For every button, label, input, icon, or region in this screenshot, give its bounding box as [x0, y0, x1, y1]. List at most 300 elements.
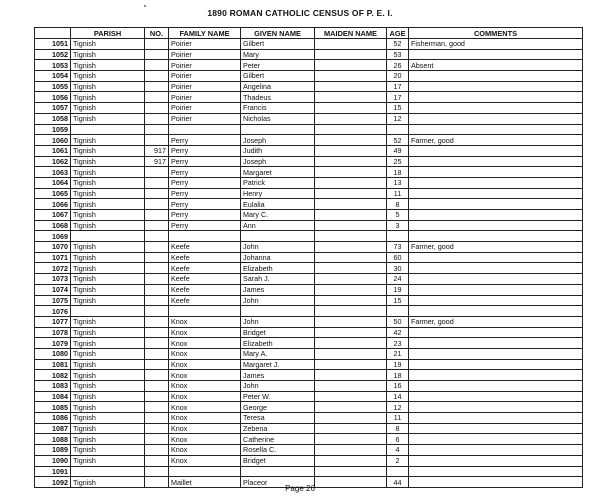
comments-cell	[409, 348, 583, 359]
number-cell	[145, 359, 169, 370]
family-name-cell	[169, 124, 241, 135]
table-row	[35, 284, 583, 295]
table-row	[35, 434, 583, 445]
given-name-cell: Johanna	[241, 252, 315, 263]
row-number-cell: 1072	[35, 263, 71, 274]
maiden-name-cell	[315, 220, 387, 231]
given-name-cell: John	[241, 381, 315, 392]
parish-cell: Tignish	[71, 402, 145, 413]
age-cell	[387, 306, 409, 317]
parish-cell: Tignish	[71, 359, 145, 370]
comments-cell	[409, 92, 583, 103]
column-header-comments: COMMENTS	[409, 28, 583, 39]
comments-cell	[409, 327, 583, 338]
parish-cell: Tignish	[71, 327, 145, 338]
parish-cell	[71, 124, 145, 135]
maiden-name-cell	[315, 124, 387, 135]
comments-cell: Absent	[409, 60, 583, 71]
maiden-name-cell	[315, 81, 387, 92]
given-name-cell: Gilbert	[241, 71, 315, 82]
parish-cell: Tignish	[71, 445, 145, 456]
table-row	[35, 231, 583, 242]
maiden-name-cell	[315, 370, 387, 381]
age-cell: 44	[387, 477, 409, 488]
number-cell	[145, 92, 169, 103]
number-cell	[145, 252, 169, 263]
scan-speck	[144, 5, 146, 7]
age-cell: 12	[387, 113, 409, 124]
age-cell	[387, 466, 409, 477]
maiden-name-cell	[315, 348, 387, 359]
census-body	[35, 39, 583, 488]
given-name-cell: Margaret	[241, 167, 315, 178]
row-number-cell: 1090	[35, 455, 71, 466]
table-row	[35, 348, 583, 359]
table-row	[35, 113, 583, 124]
family-name-cell: Perry	[169, 135, 241, 146]
given-name-cell	[241, 306, 315, 317]
row-number-cell: 1091	[35, 466, 71, 477]
given-name-cell: Nicholas	[241, 113, 315, 124]
table-row	[35, 210, 583, 221]
row-number-cell: 1076	[35, 306, 71, 317]
family-name-cell	[169, 466, 241, 477]
age-cell: 20	[387, 71, 409, 82]
table-row	[35, 49, 583, 60]
given-name-cell: Patrick	[241, 177, 315, 188]
number-cell	[145, 177, 169, 188]
comments-cell: Fisherman, good	[409, 39, 583, 50]
age-cell: 26	[387, 60, 409, 71]
number-cell	[145, 327, 169, 338]
parish-cell: Tignish	[71, 338, 145, 349]
maiden-name-cell	[315, 413, 387, 424]
number-cell	[145, 220, 169, 231]
parish-cell: Tignish	[71, 477, 145, 488]
number-cell	[145, 60, 169, 71]
parish-cell: Tignish	[71, 455, 145, 466]
table-row	[35, 423, 583, 434]
age-cell: 24	[387, 274, 409, 285]
family-name-cell: Perry	[169, 145, 241, 156]
parish-cell: Tignish	[71, 113, 145, 124]
family-name-cell: Perry	[169, 188, 241, 199]
maiden-name-cell	[315, 434, 387, 445]
family-name-cell: Knox	[169, 381, 241, 392]
number-cell	[145, 455, 169, 466]
row-number-cell: 1060	[35, 135, 71, 146]
row-number-cell: 1083	[35, 381, 71, 392]
comments-cell	[409, 199, 583, 210]
column-header-maiden-name: MAIDEN NAME	[315, 28, 387, 39]
maiden-name-cell	[315, 338, 387, 349]
maiden-name-cell	[315, 210, 387, 221]
parish-cell: Tignish	[71, 167, 145, 178]
family-name-cell: Keefe	[169, 274, 241, 285]
maiden-name-cell	[315, 231, 387, 242]
family-name-cell: Knox	[169, 316, 241, 327]
number-cell	[145, 135, 169, 146]
family-name-cell: Poirier	[169, 39, 241, 50]
comments-cell	[409, 306, 583, 317]
parish-cell: Tignish	[71, 71, 145, 82]
comments-cell	[409, 402, 583, 413]
parish-cell: Tignish	[71, 81, 145, 92]
comments-cell	[409, 359, 583, 370]
row-number-cell: 1078	[35, 327, 71, 338]
table-row	[35, 145, 583, 156]
family-name-cell: Keefe	[169, 284, 241, 295]
given-name-cell: Catherine	[241, 434, 315, 445]
comments-cell: Farmer, good	[409, 316, 583, 327]
row-number-cell: 1052	[35, 49, 71, 60]
given-name-cell: Francis	[241, 103, 315, 114]
parish-cell: Tignish	[71, 381, 145, 392]
number-cell	[145, 445, 169, 456]
table-row	[35, 71, 583, 82]
family-name-cell: Knox	[169, 391, 241, 402]
age-cell: 30	[387, 263, 409, 274]
given-name-cell: Teresa	[241, 413, 315, 424]
parish-cell: Tignish	[71, 156, 145, 167]
table-row	[35, 274, 583, 285]
number-cell	[145, 39, 169, 50]
comments-cell	[409, 81, 583, 92]
family-name-cell: Perry	[169, 167, 241, 178]
number-cell	[145, 103, 169, 114]
comments-cell: Farmer, good	[409, 242, 583, 253]
given-name-cell: Eulalia	[241, 199, 315, 210]
family-name-cell: Knox	[169, 413, 241, 424]
maiden-name-cell	[315, 381, 387, 392]
column-header-given-name: GIVEN NAME	[241, 28, 315, 39]
row-number-cell: 1081	[35, 359, 71, 370]
number-cell	[145, 295, 169, 306]
comments-cell	[409, 113, 583, 124]
number-cell	[145, 210, 169, 221]
family-name-cell: Poirier	[169, 49, 241, 60]
family-name-cell: Knox	[169, 338, 241, 349]
age-cell: 73	[387, 242, 409, 253]
age-cell: 23	[387, 338, 409, 349]
row-number-cell: 1053	[35, 60, 71, 71]
row-number-cell: 1068	[35, 220, 71, 231]
number-cell: 917	[145, 145, 169, 156]
number-cell	[145, 348, 169, 359]
parish-cell: Tignish	[71, 263, 145, 274]
given-name-cell	[241, 124, 315, 135]
table-row	[35, 306, 583, 317]
parish-cell: Tignish	[71, 39, 145, 50]
table-row	[35, 103, 583, 114]
family-name-cell: Perry	[169, 210, 241, 221]
family-name-cell	[169, 306, 241, 317]
table-row	[35, 466, 583, 477]
number-cell	[145, 124, 169, 135]
maiden-name-cell	[315, 423, 387, 434]
table-row	[35, 60, 583, 71]
table-row	[35, 391, 583, 402]
number-cell	[145, 71, 169, 82]
parish-cell: Tignish	[71, 92, 145, 103]
parish-cell: Tignish	[71, 188, 145, 199]
parish-cell: Tignish	[71, 295, 145, 306]
row-number-cell: 1073	[35, 274, 71, 285]
column-header-no: NO.	[145, 28, 169, 39]
comments-cell	[409, 177, 583, 188]
number-cell	[145, 274, 169, 285]
parish-cell: Tignish	[71, 145, 145, 156]
maiden-name-cell	[315, 39, 387, 50]
maiden-name-cell	[315, 103, 387, 114]
number-cell	[145, 263, 169, 274]
parish-cell: Tignish	[71, 413, 145, 424]
parish-cell: Tignish	[71, 423, 145, 434]
number-cell	[145, 391, 169, 402]
row-number-cell: 1067	[35, 210, 71, 221]
family-name-cell: Keefe	[169, 263, 241, 274]
maiden-name-cell	[315, 252, 387, 263]
table-row	[35, 188, 583, 199]
maiden-name-cell	[315, 60, 387, 71]
given-name-cell	[241, 231, 315, 242]
maiden-name-cell	[315, 135, 387, 146]
age-cell: 12	[387, 402, 409, 413]
parish-cell: Tignish	[71, 177, 145, 188]
age-cell: 18	[387, 370, 409, 381]
maiden-name-cell	[315, 327, 387, 338]
table-row	[35, 242, 583, 253]
given-name-cell: Elizabeth	[241, 338, 315, 349]
parish-cell: Tignish	[71, 103, 145, 114]
row-number-cell: 1071	[35, 252, 71, 263]
maiden-name-cell	[315, 242, 387, 253]
maiden-name-cell	[315, 306, 387, 317]
parish-cell: Tignish	[71, 60, 145, 71]
number-cell: 917	[145, 156, 169, 167]
parish-cell	[71, 466, 145, 477]
given-name-cell: Ann	[241, 220, 315, 231]
table-row	[35, 177, 583, 188]
table-row	[35, 295, 583, 306]
maiden-name-cell	[315, 113, 387, 124]
given-name-cell: Mary C.	[241, 210, 315, 221]
family-name-cell: Keefe	[169, 252, 241, 263]
maiden-name-cell	[315, 274, 387, 285]
row-number-cell: 1079	[35, 338, 71, 349]
comments-cell	[409, 124, 583, 135]
number-cell	[145, 231, 169, 242]
family-name-cell: Knox	[169, 327, 241, 338]
row-number-cell: 1055	[35, 81, 71, 92]
comments-cell	[409, 284, 583, 295]
maiden-name-cell	[315, 391, 387, 402]
maiden-name-cell	[315, 402, 387, 413]
age-cell: 17	[387, 92, 409, 103]
given-name-cell: Gilbert	[241, 39, 315, 50]
parish-cell: Tignish	[71, 316, 145, 327]
given-name-cell: Elizabeth	[241, 263, 315, 274]
family-name-cell	[169, 231, 241, 242]
age-cell: 11	[387, 413, 409, 424]
comments-cell	[409, 434, 583, 445]
family-name-cell: Knox	[169, 445, 241, 456]
given-name-cell: Mary A.	[241, 348, 315, 359]
age-cell: 19	[387, 284, 409, 295]
given-name-cell: James	[241, 370, 315, 381]
family-name-cell: Poirier	[169, 71, 241, 82]
family-name-cell: Knox	[169, 348, 241, 359]
family-name-cell: Keefe	[169, 295, 241, 306]
age-cell: 15	[387, 103, 409, 114]
row-number-cell: 1056	[35, 92, 71, 103]
maiden-name-cell	[315, 145, 387, 156]
given-name-cell: John	[241, 316, 315, 327]
given-name-cell: John	[241, 242, 315, 253]
age-cell: 14	[387, 391, 409, 402]
parish-cell: Tignish	[71, 434, 145, 445]
given-name-cell: Zebena	[241, 423, 315, 434]
number-cell	[145, 242, 169, 253]
age-cell: 5	[387, 210, 409, 221]
table-row	[35, 39, 583, 50]
maiden-name-cell	[315, 263, 387, 274]
comments-cell	[409, 49, 583, 60]
age-cell: 49	[387, 145, 409, 156]
comments-cell	[409, 338, 583, 349]
comments-cell	[409, 381, 583, 392]
row-number-cell: 1092	[35, 477, 71, 488]
age-cell: 2	[387, 455, 409, 466]
family-name-cell: Perry	[169, 156, 241, 167]
row-number-cell: 1070	[35, 242, 71, 253]
table-row	[35, 199, 583, 210]
row-number-cell: 1085	[35, 402, 71, 413]
number-cell	[145, 306, 169, 317]
family-name-cell: Poirier	[169, 92, 241, 103]
page-title: 1890 ROMAN CATHOLIC CENSUS OF P. E. I.	[207, 8, 393, 18]
family-name-cell: Knox	[169, 455, 241, 466]
number-cell	[145, 413, 169, 424]
given-name-cell	[241, 466, 315, 477]
parish-cell	[71, 231, 145, 242]
row-number-cell: 1089	[35, 445, 71, 456]
parish-cell	[71, 306, 145, 317]
age-cell	[387, 231, 409, 242]
number-cell	[145, 370, 169, 381]
number-cell	[145, 338, 169, 349]
parish-cell: Tignish	[71, 252, 145, 263]
family-name-cell: Perry	[169, 220, 241, 231]
table-row	[35, 92, 583, 103]
comments-cell	[409, 220, 583, 231]
given-name-cell: Joseph	[241, 135, 315, 146]
table-row	[35, 252, 583, 263]
given-name-cell: Bridget	[241, 455, 315, 466]
maiden-name-cell	[315, 167, 387, 178]
row-number-cell: 1062	[35, 156, 71, 167]
maiden-name-cell	[315, 295, 387, 306]
row-number-cell: 1061	[35, 145, 71, 156]
table-row	[35, 445, 583, 456]
parish-cell: Tignish	[71, 220, 145, 231]
family-name-cell: Knox	[169, 434, 241, 445]
row-number-cell: 1082	[35, 370, 71, 381]
maiden-name-cell	[315, 445, 387, 456]
row-number-cell: 1087	[35, 423, 71, 434]
comments-cell	[409, 370, 583, 381]
given-name-cell: Joseph	[241, 156, 315, 167]
row-number-cell: 1084	[35, 391, 71, 402]
row-number-cell: 1051	[35, 39, 71, 50]
table-row	[35, 359, 583, 370]
table-row	[35, 381, 583, 392]
age-cell: 52	[387, 39, 409, 50]
parish-cell: Tignish	[71, 49, 145, 60]
given-name-cell: John	[241, 295, 315, 306]
age-cell: 53	[387, 49, 409, 60]
row-number-cell: 1054	[35, 71, 71, 82]
row-number-cell: 1086	[35, 413, 71, 424]
maiden-name-cell	[315, 188, 387, 199]
age-cell: 8	[387, 423, 409, 434]
maiden-name-cell	[315, 466, 387, 477]
table-row	[35, 124, 583, 135]
comments-cell: Farmer, good	[409, 135, 583, 146]
given-name-cell: Mary	[241, 49, 315, 60]
family-name-cell: Perry	[169, 177, 241, 188]
family-name-cell: Poirier	[169, 113, 241, 124]
page-number: Page 26	[285, 484, 315, 493]
comments-cell	[409, 263, 583, 274]
table-row	[35, 263, 583, 274]
comments-cell	[409, 167, 583, 178]
table-row	[35, 135, 583, 146]
number-cell	[145, 284, 169, 295]
table-row	[35, 167, 583, 178]
parish-cell: Tignish	[71, 199, 145, 210]
comments-cell	[409, 231, 583, 242]
row-number-cell: 1080	[35, 348, 71, 359]
row-number-cell: 1069	[35, 231, 71, 242]
number-cell	[145, 402, 169, 413]
maiden-name-cell	[315, 316, 387, 327]
age-cell: 8	[387, 199, 409, 210]
family-name-cell: Knox	[169, 370, 241, 381]
age-cell	[387, 124, 409, 135]
census-table	[34, 27, 583, 488]
table-row	[35, 338, 583, 349]
number-cell	[145, 113, 169, 124]
number-cell	[145, 167, 169, 178]
age-cell: 18	[387, 167, 409, 178]
family-name-cell: Keefe	[169, 242, 241, 253]
age-cell: 3	[387, 220, 409, 231]
comments-cell	[409, 145, 583, 156]
comments-cell	[409, 210, 583, 221]
parish-cell: Tignish	[71, 391, 145, 402]
number-cell	[145, 381, 169, 392]
age-cell: 19	[387, 359, 409, 370]
table-row	[35, 81, 583, 92]
column-header-parish: PARISH	[71, 28, 145, 39]
family-name-cell: Poirier	[169, 60, 241, 71]
family-name-cell: Poirier	[169, 81, 241, 92]
maiden-name-cell	[315, 199, 387, 210]
family-name-cell: Maillet	[169, 477, 241, 488]
column-header-age: AGE	[387, 28, 409, 39]
row-number-cell: 1064	[35, 177, 71, 188]
